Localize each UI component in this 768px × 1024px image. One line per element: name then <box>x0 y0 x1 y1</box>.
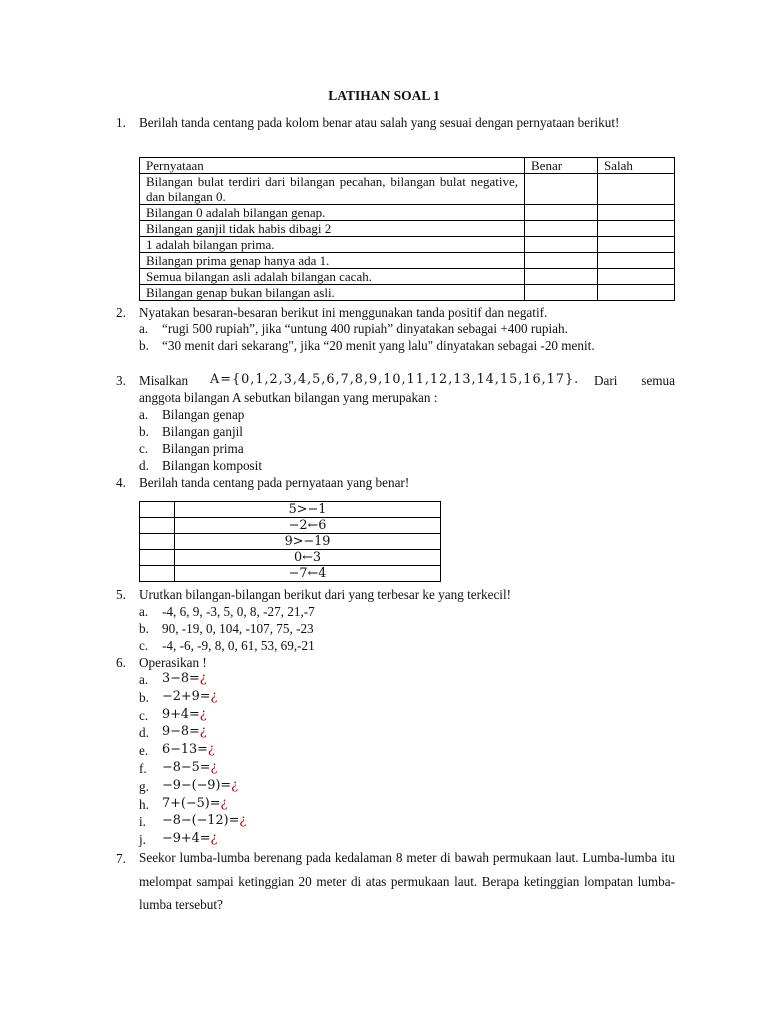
q4-table <box>139 501 441 582</box>
q6-number: 6. <box>116 655 126 670</box>
q2b-text: “30 menit dari sekarang", jika “20 menit yang lalu" dinyatakan sebagai -20 menit. <box>162 338 595 353</box>
checkbox-cell[interactable] <box>140 502 175 518</box>
q3-set: A={0,1,2,3,4,5,6,7,8,9,10,11,12,13,14,15,16,17}. <box>210 372 580 387</box>
q5a-label: a. <box>139 604 149 619</box>
question-mark: ¿ <box>210 760 218 775</box>
checkbox-cell[interactable] <box>140 518 175 534</box>
q3a-label: a. <box>139 407 149 422</box>
q5-number: 5. <box>116 587 126 602</box>
benar-cell[interactable] <box>525 205 598 221</box>
benar-cell[interactable] <box>525 285 598 301</box>
question-mark: ¿ <box>199 671 207 686</box>
expression-text: 3−8= <box>162 671 200 686</box>
q1-table <box>139 157 675 301</box>
table-row <box>140 205 675 221</box>
q7-number: 7. <box>116 851 126 866</box>
expression-text: −9−(−9)= <box>162 777 232 793</box>
question-mark: ¿ <box>239 813 247 829</box>
q4-number: 4. <box>116 475 126 490</box>
question-mark: ¿ <box>210 831 218 847</box>
q5b-label: b. <box>139 621 149 636</box>
q2a-label: a. <box>139 321 149 336</box>
q6-item-label: h. <box>139 796 149 812</box>
table-row <box>140 285 675 301</box>
q3d-text: Bilangan komposit <box>162 458 263 473</box>
q1-text: Berilah tanda centang pada kolom benar atau salah yang sesuai dengan pernyataan berikut! <box>139 115 620 130</box>
q6-item-expression <box>162 813 632 829</box>
benar-cell[interactable] <box>525 269 598 285</box>
question-mark: ¿ <box>220 795 228 811</box>
q3-text-before: Misalkan <box>139 373 189 388</box>
table-row <box>140 550 441 566</box>
q5c-text: -4, -6, -9, 8, 0, 61, 53, 69,-21 <box>162 638 315 653</box>
benar-cell[interactable] <box>525 174 598 205</box>
q3c-text: Bilangan prima <box>162 441 244 456</box>
q5a-text: -4, 6, 9, -3, 5, 0, 8, -27, 21,-7 <box>162 604 315 619</box>
table-row <box>140 566 441 582</box>
question-mark: ¿ <box>199 706 207 722</box>
checkbox-cell[interactable] <box>140 534 175 550</box>
q3-text-after: anggota bilangan A sebutkan bilangan yang merupakan : <box>139 390 438 405</box>
statement-cell: −7←4 <box>175 566 441 582</box>
question-mark: ¿ <box>207 742 215 758</box>
benar-cell[interactable] <box>525 253 598 269</box>
table-row <box>140 221 675 237</box>
q6-item-expression <box>162 707 632 723</box>
q3c-label: c. <box>139 441 149 456</box>
q6-item-expression <box>162 796 632 812</box>
q2a-text: “rugi 500 rupiah”, jika “untung 400 rupiah” dinyatakan sebagai +400 rupiah. <box>162 321 568 336</box>
expression-text: 9−8= <box>162 724 200 740</box>
expression-text: 9+4= <box>162 706 200 722</box>
q4-text: Berilah tanda centang pada pernyataan yang benar! <box>139 475 410 490</box>
q6-item-label: e. <box>139 743 149 759</box>
statement-cell: Semua bilangan asli adalah bilangan cacah. <box>140 269 525 285</box>
header-pernyataan: Pernyataan <box>140 158 525 174</box>
q6-item-label: a. <box>139 672 149 687</box>
salah-cell[interactable] <box>598 205 675 221</box>
q7-text: Seekor lumba-lumba berenang pada kedalaman 8 meter di bawah permukaan laut. Lumba-lumba itu melompat sampai ketinggian 20 meter di atas permukaan laut. Berapa ketinggian lompatan lumba-lumba tersebut? <box>139 850 675 912</box>
q6-item-expression <box>162 671 632 687</box>
question-mark: ¿ <box>210 688 218 704</box>
q6-item-label: g. <box>139 778 149 794</box>
salah-cell[interactable] <box>598 237 675 253</box>
salah-cell[interactable] <box>598 253 675 269</box>
table-header-row <box>140 158 675 174</box>
expression-text: −8−5= <box>162 760 211 775</box>
salah-cell[interactable] <box>598 221 675 237</box>
q6-item-label: b. <box>139 689 149 705</box>
q1-number: 1. <box>116 115 126 130</box>
salah-cell[interactable] <box>598 285 675 301</box>
q6-item-expression <box>162 724 632 740</box>
q6-item-expression <box>162 778 632 794</box>
table-row <box>140 502 441 518</box>
q6-text: Operasikan ! <box>139 655 207 670</box>
q6-item-expression <box>162 831 632 847</box>
table-row <box>140 269 675 285</box>
expression-text: −2+9= <box>162 688 211 704</box>
statement-cell: Bilangan prima genap hanya ada 1. <box>140 253 525 269</box>
q3-number: 3. <box>116 373 126 388</box>
q6-item-label: c. <box>139 707 149 723</box>
page-title: LATIHAN SOAL 1 <box>328 88 440 103</box>
statement-cell: −2←6 <box>175 518 441 534</box>
table-row <box>140 534 441 550</box>
table-row <box>140 253 675 269</box>
q5-text: Urutkan bilangan-bilangan berikut dari yang terbesar ke yang terkecil! <box>139 587 512 602</box>
statement-cell: 1 adalah bilangan prima. <box>140 237 525 253</box>
statement-cell: 5>−1 <box>175 502 441 518</box>
q2b-label: b. <box>139 338 149 353</box>
q6-item-expression <box>162 760 632 776</box>
statement-cell: 0←3 <box>175 550 441 566</box>
q6-item-expression <box>162 742 632 758</box>
statement-cell: Bilangan ganjil tidak habis dibagi 2 <box>140 221 525 237</box>
q2-number: 2. <box>116 305 126 320</box>
statement-cell: Bilangan genap bukan bilangan asli. <box>140 285 525 301</box>
q3-text-after-start: Dari semua <box>594 373 675 388</box>
benar-cell[interactable] <box>525 221 598 237</box>
q3b-label: b. <box>139 424 149 439</box>
statement-cell: Bilangan 0 adalah bilangan genap. <box>140 205 525 221</box>
q5b-text: 90, -19, 0, 104, -107, 75, -23 <box>162 621 314 636</box>
benar-cell[interactable] <box>525 237 598 253</box>
header-benar: Benar <box>525 158 598 174</box>
q3d-label: d. <box>139 458 149 473</box>
expression-text: −8−(−12)= <box>162 813 240 829</box>
q3b-text: Bilangan ganjil <box>162 424 243 439</box>
checkbox-cell[interactable] <box>140 550 175 566</box>
q6-item-label: f. <box>139 761 147 776</box>
salah-cell[interactable] <box>598 269 675 285</box>
expression-text: 7+(−5)= <box>162 795 221 811</box>
table-row <box>140 518 441 534</box>
checkbox-cell[interactable] <box>140 566 175 582</box>
q5c-label: c. <box>139 638 149 653</box>
expression-text: −9+4= <box>162 831 211 847</box>
table-row <box>140 174 675 205</box>
statement-cell: Bilangan bulat terdiri dari bilangan pecahan, bilangan bulat negative, dan bilangan 0. <box>140 174 525 205</box>
table-row <box>140 237 675 253</box>
q6-item-label: i. <box>139 814 146 830</box>
salah-cell[interactable] <box>598 174 675 205</box>
expression-text: 6−13= <box>162 742 208 758</box>
q6-item-expression <box>162 689 632 705</box>
statement-cell: 9>−19 <box>175 534 441 550</box>
header-salah: Salah <box>598 158 675 174</box>
question-mark: ¿ <box>231 777 239 793</box>
q3a-text: Bilangan genap <box>162 407 245 422</box>
question-mark: ¿ <box>199 724 207 740</box>
q6-item-label: d. <box>139 725 149 741</box>
q6-item-label: j. <box>139 832 146 848</box>
q2-text: Nyatakan besaran-besaran berikut ini menggunakan tanda positif dan negatif. <box>139 305 548 320</box>
